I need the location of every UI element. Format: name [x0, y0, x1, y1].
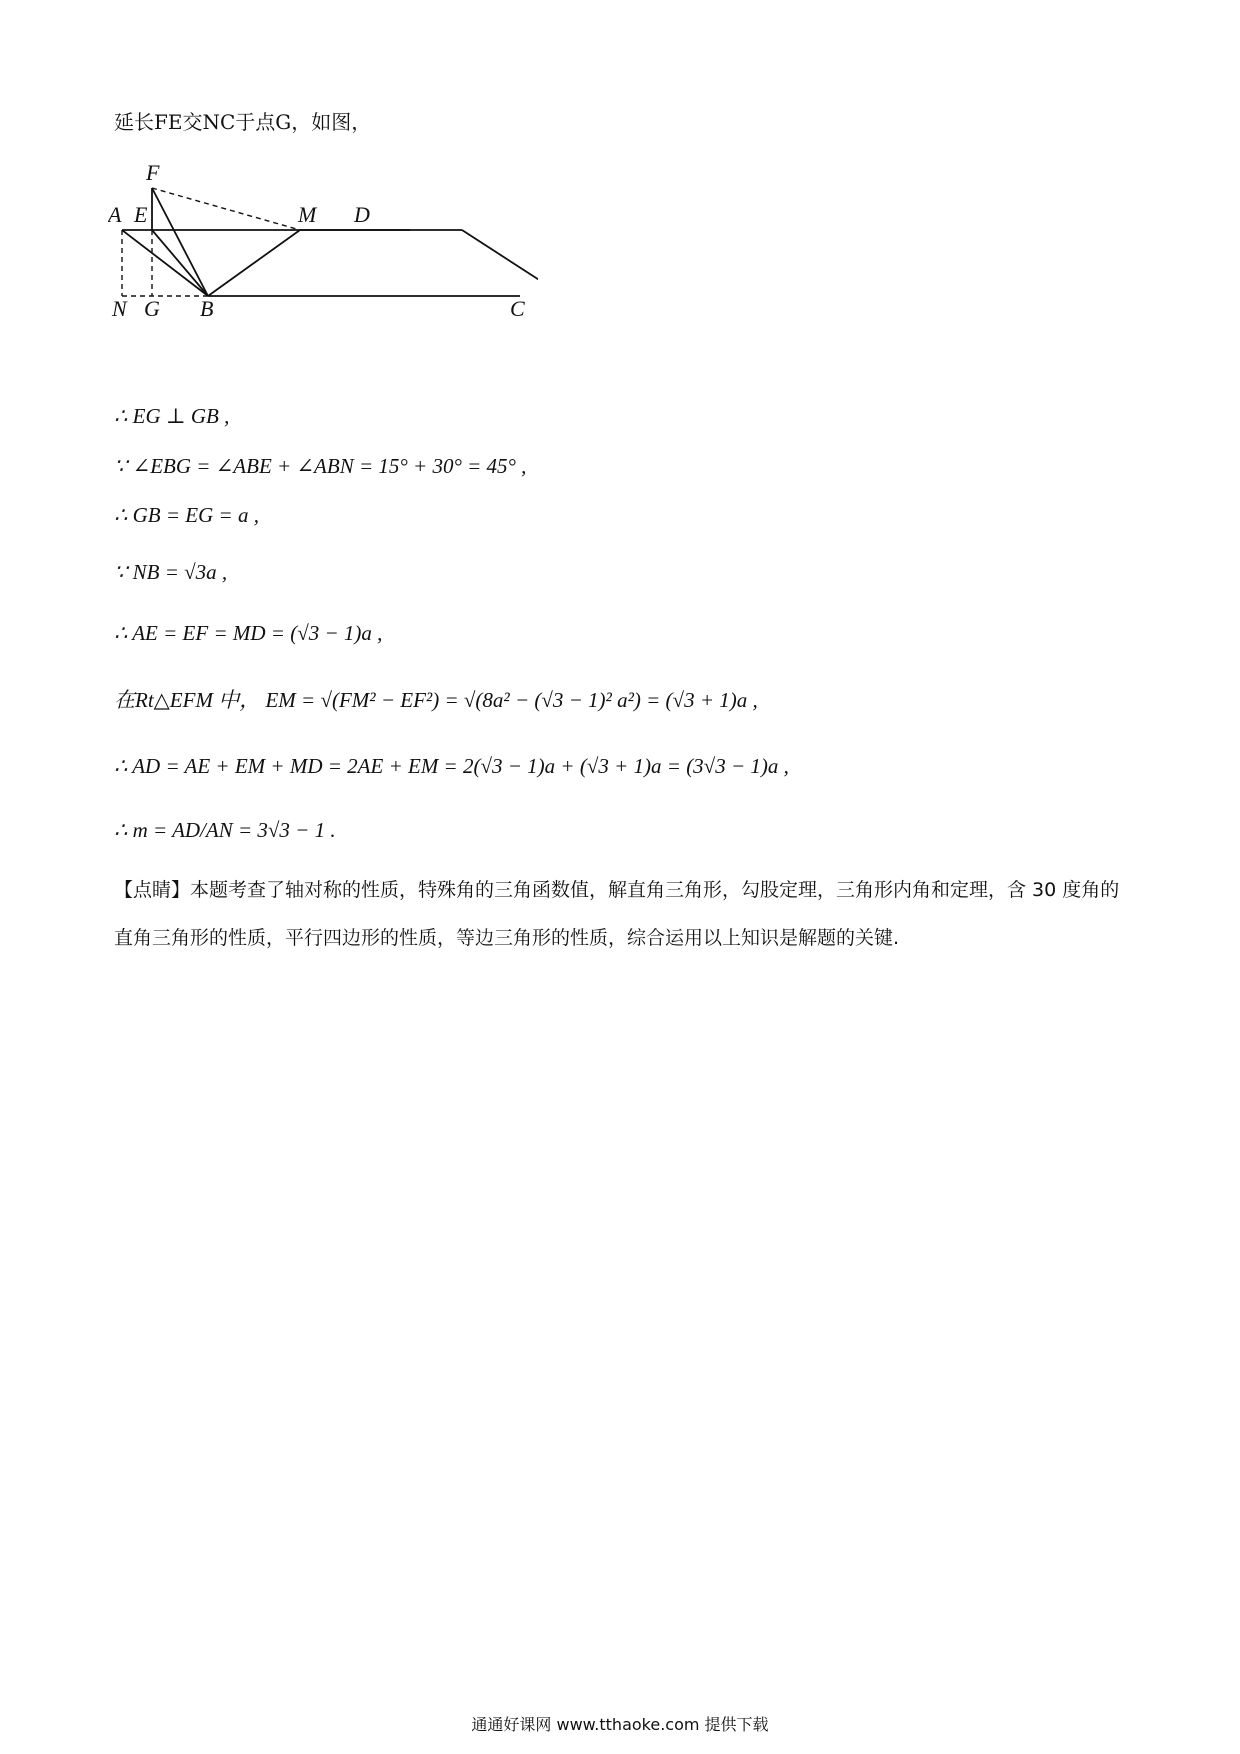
label-A: A: [108, 202, 122, 227]
intro-line: 延长FE交NC于点G，如图，: [114, 110, 372, 134]
geometry-figure: [108, 150, 538, 320]
label-D: D: [354, 202, 370, 227]
figure-solid-lines: [122, 188, 538, 296]
label-B: B: [200, 296, 214, 320]
step-8: ∴ m = AD/AN = 3√3 − 1 .: [114, 818, 336, 842]
figure-dashed-lines: [122, 188, 300, 296]
label-F: F: [146, 160, 160, 185]
label-C: C: [510, 296, 525, 320]
step-6: 在Rt△EFM 中， EM = √(FM² − EF²) = √(8a² − (√3 − 1)² a²) = (√3 + 1)a ,: [114, 688, 758, 712]
label-E: E: [134, 202, 148, 227]
step-2: ∵ ∠EBG = ∠ABE + ∠ABN = 15° + 30° = 45° ,: [114, 454, 527, 478]
label-N: N: [112, 296, 127, 320]
step-3: ∴ GB = EG = a ,: [114, 503, 259, 527]
page-footer: 通通好课网 www.tthaoke.com 提供下载: [471, 1715, 769, 1734]
label-G: G: [144, 296, 160, 320]
step-5: ∴ AE = EF = MD = (√3 − 1)a ,: [114, 621, 383, 645]
step-7: ∴ AD = AE + EM + MD = 2AE + EM = 2(√3 − 1)a + (√3 + 1)a = (3√3 − 1)a ,: [114, 754, 789, 778]
label-M: M: [298, 202, 317, 227]
step-4: ∵ NB = √3a ,: [114, 560, 228, 584]
step-1: ∴ EG ⊥ GB ,: [114, 404, 230, 428]
comment-paragraph: 【点睛】本题考查了轴对称的性质，特殊角的三角函数值，解直角三角形，勾股定理，三角形内角和定理，含 30 度角的直角三角形的性质，平行四边形的性质，等边三角形的性质，综合运用以上知识是解题的关键.: [114, 879, 1120, 949]
